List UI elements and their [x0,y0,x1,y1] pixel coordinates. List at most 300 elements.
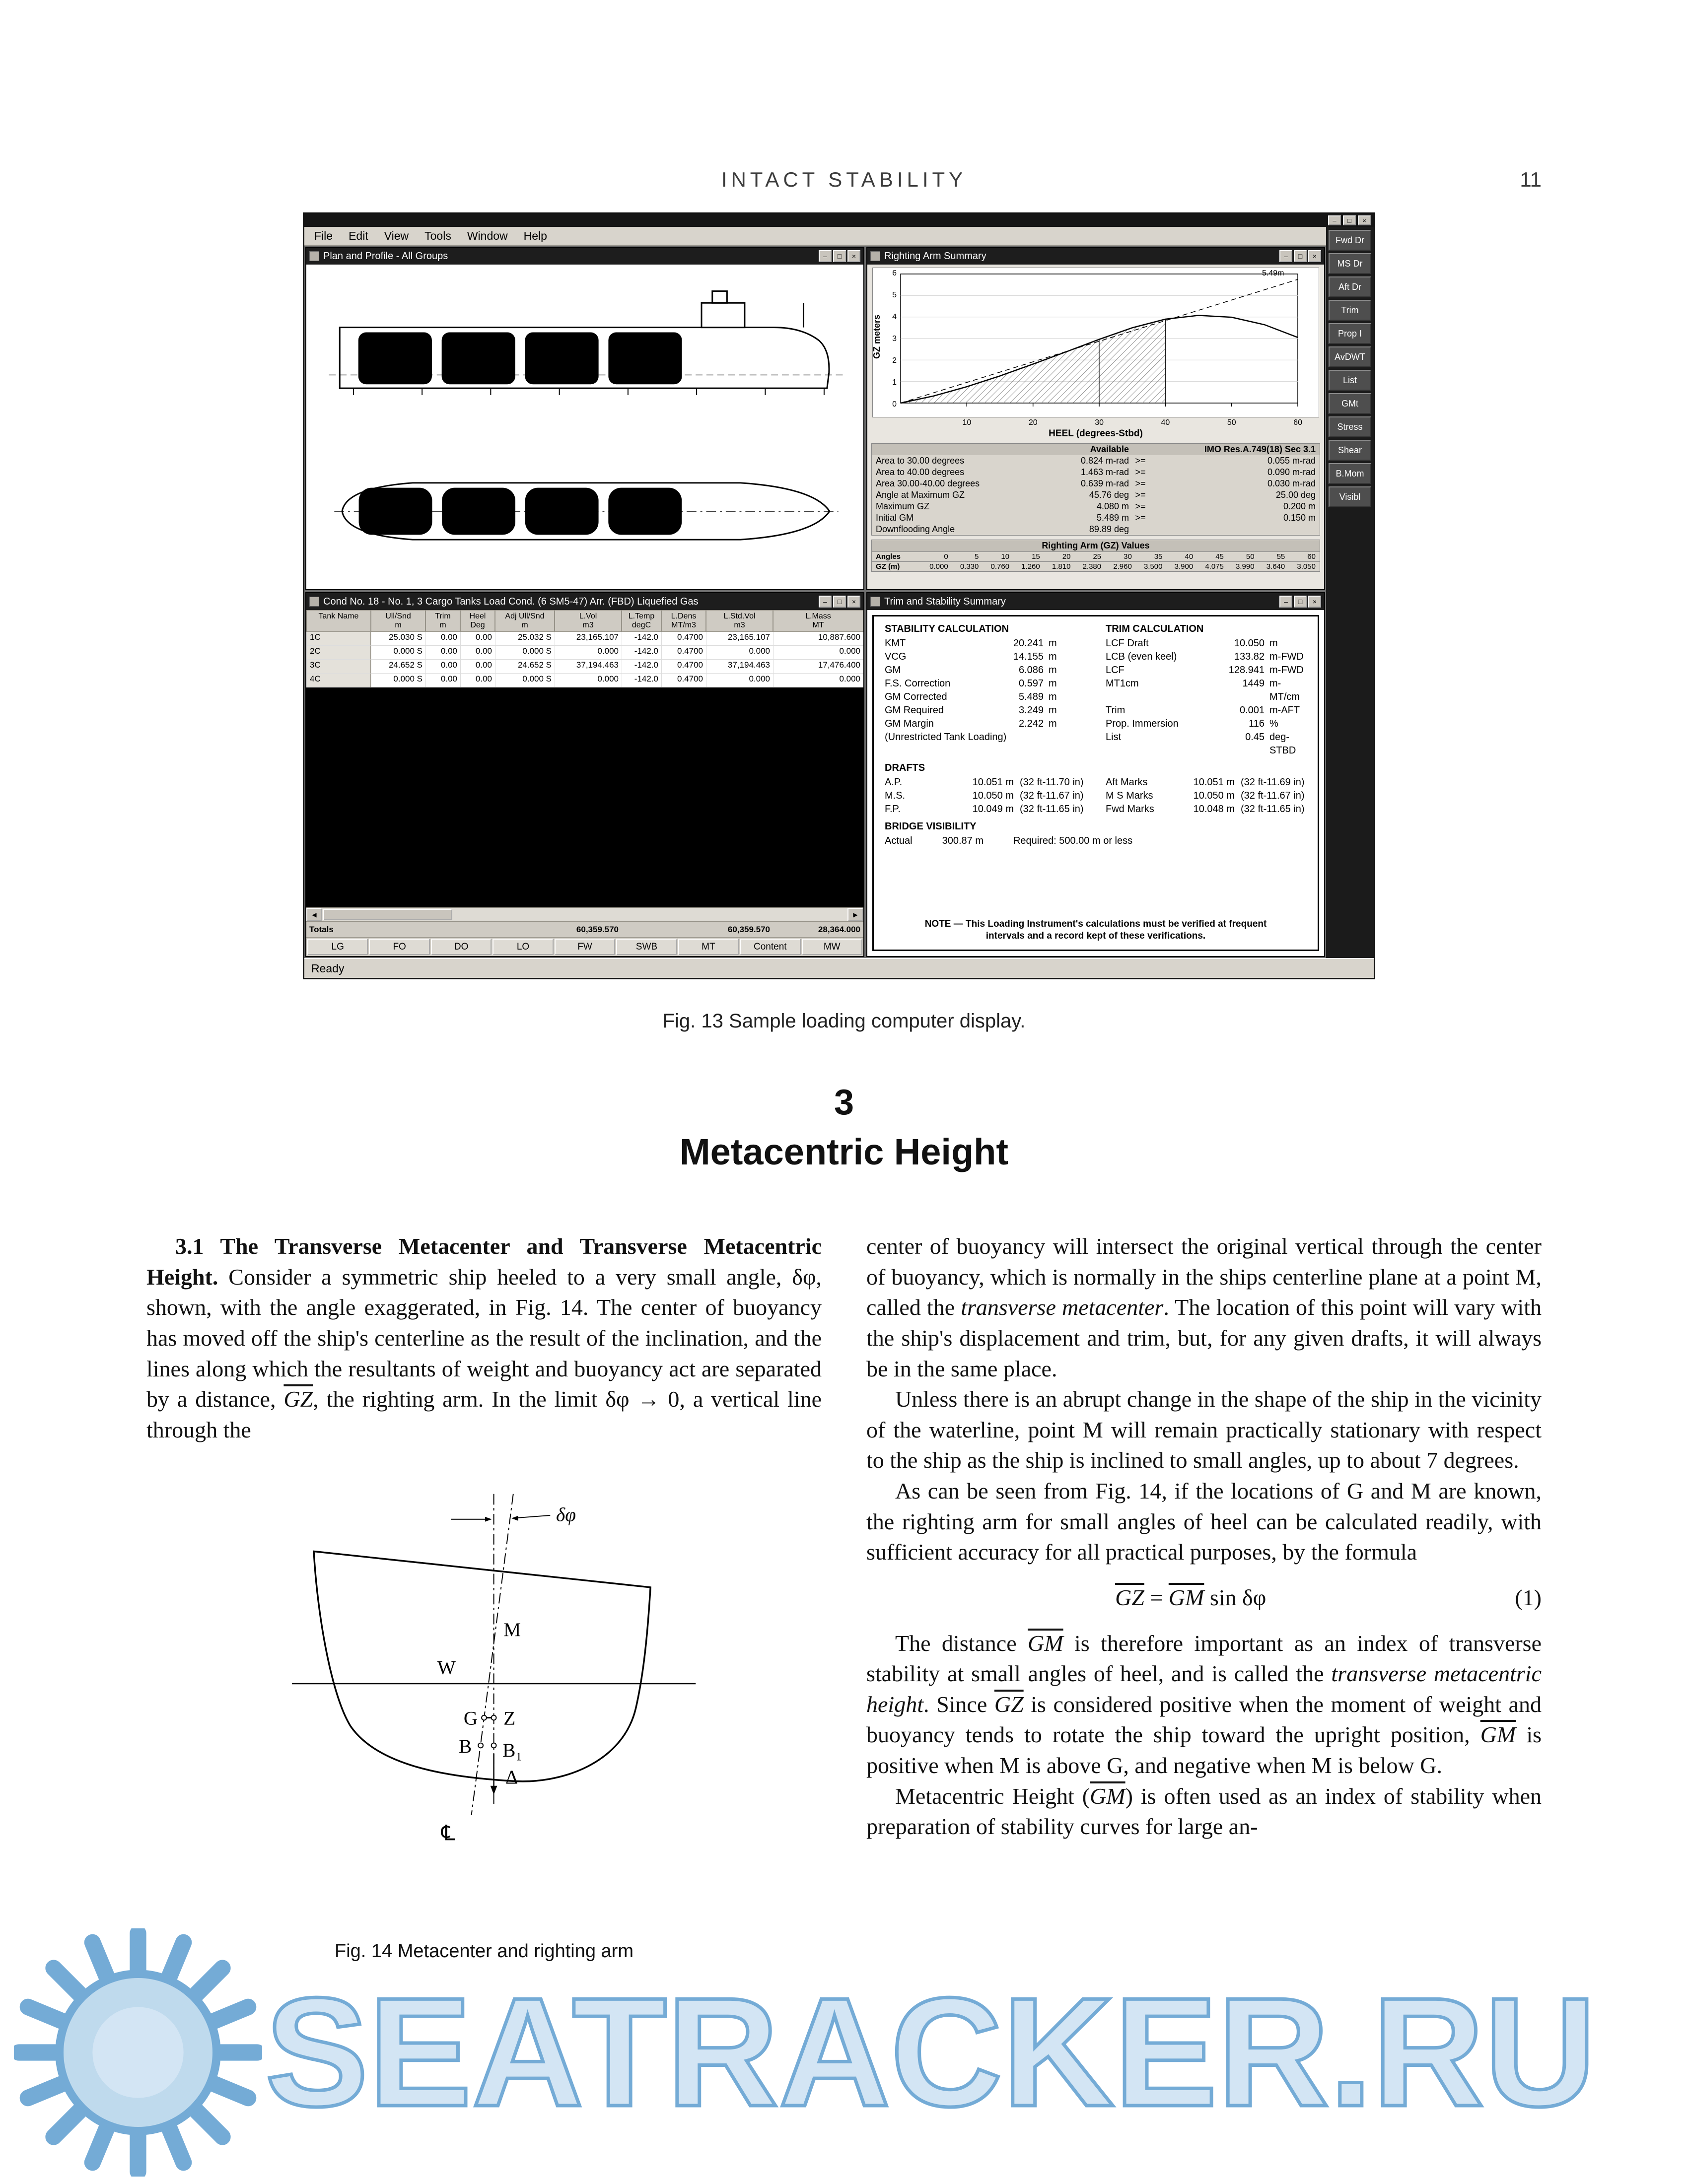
table-row[interactable]: 2C 0.000 S 0.00 0.00 0.000 S 0.000 -142.0 0.4700 0.000 0.000 [306,646,863,660]
draft-row [1106,776,1307,789]
y-tick-label: 1 [892,378,897,387]
draft-imperial: (32 ft-11.65 in) [1241,804,1305,815]
gz-values-title: Righting Arm (GZ) Values [871,540,1320,552]
row-unit: m [1049,678,1057,689]
window-icon [309,597,319,607]
gz-chart [872,268,1319,417]
draft-value: 10.051 m [972,777,1014,788]
maximize-button[interactable]: □ [833,250,846,262]
gz-y-axis [883,269,897,409]
row-unit: m [1049,638,1057,649]
tank-group-tab[interactable]: FW [555,939,615,955]
summary-box [872,615,1319,951]
gz-value: 0.330 [960,562,979,571]
x-tick-label: 40 [1161,418,1170,427]
window-titlebar[interactable] [867,593,1324,610]
draft-label: M.S. [885,790,906,801]
row-value: 133.82 [1234,651,1265,662]
x-tick-label: 20 [1028,418,1038,427]
row-value: 14.155 [1013,651,1044,662]
summary-row [885,704,1086,717]
tank-group-tab[interactable]: LO [492,939,553,955]
table-empty-area [306,687,863,907]
maximize-button[interactable]: □ [833,596,846,608]
column-header: Tank Name [306,610,371,632]
row-label: KMT [885,638,906,649]
scrollbar-thumb[interactable] [323,909,452,920]
sidebar-button[interactable]: GMt [1329,393,1371,414]
row-value: 20.241 [1013,638,1044,649]
window-icon [309,251,319,261]
sidebar-button[interactable]: Prop I [1329,323,1371,344]
paragraph-3: Unless there is an abrupt change in the shape of the ship in the vicinity of the waterline, point M will remain practically stationary with respect to the ship as the ship is inclined to small angles, up to about 7 degrees. [866,1386,1542,1473]
paragraph-3-1: 3.1 The Transverse Metacenter and Transverse Metacentric Height. Consider a symmetric ship heeled to a very small angle, δφ, shown, with the angle exaggerated, in Fig. 14. The center of buoyancy has moved off the ship's centerline as the result of the inclination, and the lines along which the resultants of weight and buoyancy act are separated by a distance, $\overline{GZ}$, the righting arm. In the limit δφ → 0, a vertical line through the [146,1233,822,1442]
menu-item[interactable]: Tools [424,229,451,242]
gz-angles-row [871,552,1320,562]
row-label: GM Corrected [885,691,947,702]
x-tick-label: 50 [1227,418,1236,427]
row-unit: m-AFT [1269,705,1300,716]
draft-label: F.P. [885,804,901,815]
gz-value: 1.810 [1052,562,1071,571]
sun-logo-icon [14,1928,262,2177]
column-header: Adj Ull/Snd m [495,610,555,632]
row-value: 6.086 [1018,665,1044,676]
row-unit: m-FWD [1269,651,1304,662]
angle-value: 50 [1246,552,1255,561]
summary-row [885,690,1086,704]
column-header: L.Vol m3 [555,610,622,632]
draft-imperial: (32 ft-11.69 in) [1241,777,1305,788]
scroll-right-arrow-icon[interactable]: ▶ [847,908,863,921]
angle-value: 30 [1124,552,1132,561]
criteria-label: Area to 40.00 degrees [876,467,965,477]
equation-1 [866,1582,1542,1613]
fig14-diagram [146,1465,822,1964]
row-label: MT1cm [1106,678,1139,689]
summary-row [885,717,1086,731]
row-label: Trim [1106,705,1125,716]
section-heading: STABILITY CALCULATION [885,623,1009,634]
gm-symbol: $\overline{GM}$ [1168,1584,1204,1610]
menu-bar [304,227,1326,246]
row-value: 3.249 [1018,705,1044,716]
angle-value: 15 [1032,552,1040,561]
tank-table-header [306,610,863,632]
row-unit: m [1049,705,1057,716]
criteria-row [872,467,1320,478]
close-button[interactable]: × [847,250,860,262]
row-value: 128.941 [1228,665,1265,676]
center-of-gravity-label: G [463,1707,478,1729]
maximize-button[interactable]: □ [1294,250,1307,262]
total-standard-volume: 60,359.570 [727,924,770,934]
tank-group-tab[interactable]: Content [740,939,800,955]
summary-row [885,664,1086,677]
criteria-operator: >= [1135,501,1146,511]
buoyancy-label: B [459,1736,472,1758]
heel-angle-label: δφ [556,1504,576,1526]
menu-item[interactable]: Window [467,229,508,242]
section-heading: DRAFTS [885,762,925,773]
verification-note: NOTE — This Loading Instrument's calculations must be verified at frequent intervals and a record kept of these verifications. [924,918,1267,942]
sidebar-button[interactable]: Stress [1329,416,1371,437]
row-unit: % [1269,718,1278,729]
criteria-required-value [1152,524,1316,535]
row-unit: m [1049,718,1057,729]
close-button[interactable]: × [847,596,860,608]
displacement-label: Δ [505,1767,518,1788]
criteria-operator: >= [1135,513,1146,523]
sidebar-button[interactable]: Shear [1329,440,1371,461]
summary-row [1106,717,1307,731]
window-trim-stability [866,592,1325,957]
menu-item[interactable]: View [384,229,409,242]
draft-row [885,803,1086,816]
watermark [14,1928,1688,2177]
bridge-visibility-section [885,821,1307,848]
tank-group-tab[interactable]: MW [802,939,862,955]
draft-row [885,789,1086,803]
gz-value: 2.960 [1113,562,1132,571]
gz-value: 3.990 [1236,562,1255,571]
table-row[interactable]: 4C 0.000 S 0.00 0.00 0.000 S 0.000 -142.0 0.4700 0.000 0.000 [306,674,863,687]
gz-x-axis [899,418,1302,427]
summary-row [1106,731,1307,757]
fig14-caption: Fig. 14 Metacenter and righting arm [335,1941,633,1962]
tank-group-tab[interactable]: FO [369,939,429,955]
row-value: 116 [1249,718,1265,729]
row-label: LCF [1106,665,1125,676]
watermark-text: SEATRACKER.RU [265,1966,1596,2139]
criteria-header-available: Available [1090,444,1129,454]
row-label: VCG [885,651,907,662]
close-button[interactable]: × [1308,596,1321,608]
criteria-operator: >= [1135,456,1146,466]
status-text: Ready [311,961,345,975]
row-unit: m [1049,665,1057,676]
summary-row [885,677,1086,690]
angle-value: 20 [1062,552,1071,561]
gm-symbol: $\overline{GM}$ [1028,1630,1063,1656]
gz-symbol: $\overline{GZ}$ [283,1386,313,1412]
buoyancy-heeled-label: B₁ [502,1740,523,1762]
criteria-header-row [872,444,1320,455]
draft-label: A.P. [885,777,903,788]
criteria-row [872,524,1320,535]
total-liquid-volume: 60,359.570 [576,924,619,934]
tank-group-tabs [306,937,863,956]
row-label: GM [885,665,901,676]
draft-row [1106,789,1307,803]
row-value: 2.242 [1018,718,1044,729]
section-heading: TRIM CALCULATION [1106,623,1204,634]
window-title: Plan and Profile - All Groups [323,250,448,262]
criteria-required-value: 25.00 deg [1275,490,1316,500]
gz-y-axis-title: GZ meters [872,314,882,359]
draft-value: 10.050 m [1193,790,1235,801]
equation-body: $\overline{GZ} = \overline{GM}$ sin δφ [1115,1584,1266,1610]
tank-table [306,610,863,956]
row-label: Prop. Immersion [1106,718,1179,729]
gz-value: 4.075 [1205,562,1224,571]
criteria-operator [1129,524,1152,535]
plan-profile-canvas [306,265,863,589]
criteria-label: Angle at Maximum GZ [876,490,965,500]
draft-value: 10.049 m [972,804,1014,815]
running-head: INTACT STABILITY [721,168,967,191]
tank-table-rows [306,632,863,687]
sidebar-button[interactable]: Visibl [1329,486,1371,507]
criteria-available-value: 5.489 m [1096,513,1129,523]
window-controls [819,596,860,608]
app-close-button[interactable]: × [1358,215,1371,225]
ship-profile-drawing [309,274,860,431]
row-value: 0.45 [1245,732,1265,743]
row-value: 1449 [1242,678,1265,689]
visibility-required: Required: 500.00 m or less [1013,835,1133,846]
summary-row [1106,637,1307,650]
angle-value: 10 [1001,552,1010,561]
draft-value: 10.048 m [1193,804,1235,815]
visibility-actual-label: Actual [885,835,913,846]
section-number: 3 [834,1083,854,1122]
drafts-section [885,762,1307,816]
draft-label: Aft Marks [1106,777,1148,788]
criteria-available-value: 45.76 deg [1089,490,1129,500]
column-header: Trim m [425,610,460,632]
criteria-row [872,512,1320,524]
mdi-client-area [304,246,1326,958]
draft-row [1106,803,1307,816]
x-tick-label: 30 [1095,418,1104,427]
totals-label: Totals [309,924,334,934]
gz-values-row [871,562,1320,572]
summary-row [885,650,1086,664]
section-title: Metacentric Height [679,1131,1009,1172]
stability-criteria-table [871,443,1320,536]
paragraph-5: The distance $\overline{GM}$ is therefore important as an index of transverse stability at small angles of heel, and is called the transverse metacentric height. Since $\overline{GZ}$ is considered positive when the moment of weight and buoyancy tends to rotate the ship toward the upright position, $\overline{GM}$ is positive when M is above G, and negative when M is below G. [866,1630,1542,1778]
column-header: Heel Deg [460,610,495,632]
criteria-available-value: 4.080 m [1096,501,1129,511]
gz-row-label: GZ (m) [876,562,900,571]
visibility-actual-value: 300.87 m [942,835,984,846]
angle-value: 55 [1276,552,1285,561]
gz-value: 3.900 [1174,562,1194,571]
criteria-header-blank [876,444,1040,455]
sidebar-button[interactable]: MS Dr [1329,253,1371,274]
criteria-label: Area to 30.00 degrees [876,456,965,466]
fig13-screenshot [303,212,1375,979]
draft-imperial: (32 ft-11.65 in) [1020,804,1084,815]
window-titlebar[interactable] [306,593,863,610]
menu-item[interactable]: Edit [349,229,368,242]
window-controls [1279,596,1321,608]
gz-value: 3.500 [1143,562,1163,571]
criteria-label: Maximum GZ [876,501,929,511]
row-value: 0.597 [1018,678,1044,689]
draft-imperial: (32 ft-11.67 in) [1020,790,1084,801]
minimize-button[interactable]: – [819,250,832,262]
criteria-row [872,489,1320,501]
sidebar-button[interactable]: Aft Dr [1329,276,1371,297]
gz-symbol: $\overline{GZ}$ [1115,1584,1144,1610]
gz-x-axis-title: HEEL (degrees-Stbd) [1049,428,1143,439]
x-tick-label: 60 [1293,418,1302,427]
draft-imperial: (32 ft-11.67 in) [1241,790,1305,801]
row-unit: m [1049,651,1057,662]
paragraph-2: center of buoyancy will intersect the original vertical through the center of buoyancy, which is normally in the ships centerline plane at a point M, called the transverse metacenter. The location of this point will vary with the ship's displacement and trim, but, for any given drafts, it will always be in the same place. [866,1233,1542,1381]
draft-imperial: (32 ft-11.70 in) [1020,777,1084,788]
gz-value: 0.000 [929,562,948,571]
criteria-operator: >= [1135,490,1146,500]
window-titlebar[interactable] [306,248,863,265]
y-tick-label: 0 [892,400,897,409]
row-unit: deg-STBD [1269,732,1296,756]
page-number: 11 [1520,168,1542,191]
column-header: L.Mass MT [773,610,863,632]
summary-row [1106,677,1307,704]
criteria-required-value: 0.030 m-rad [1267,478,1316,488]
row-label: LCB (even keel) [1106,651,1177,662]
trim-calculation-section [1106,623,1307,757]
right-column [866,1231,1542,1964]
y-tick-label: 5 [892,291,897,299]
angles-row-label: Angles [876,552,901,561]
window-icon [870,251,880,261]
draft-value: 10.051 m [1193,777,1235,788]
app-minimize-button[interactable]: – [1328,215,1341,225]
gm-annotation: 5.49m [1262,269,1284,277]
sidebar-button[interactable]: List [1329,370,1371,391]
gz-value: 1.260 [1021,562,1040,571]
window-controls [819,250,860,262]
maximize-button[interactable]: □ [1294,596,1307,608]
window-tank-condition [305,592,864,957]
summary-row [1106,664,1307,677]
gm-symbol: $\overline{GM}$ [1090,1783,1125,1809]
minimize-button[interactable]: – [1279,596,1292,608]
left-column [146,1231,822,1964]
criteria-operator: >= [1135,467,1146,477]
z-point-label: Z [503,1707,516,1729]
paragraph-6: Metacentric Height $(\overline{GM})$ is often used as an index of stability when preparation of stability curves for large an- [866,1783,1542,1840]
criteria-required-value: 0.200 m [1283,501,1316,511]
centerline-symbol: ℄ [441,1822,455,1845]
minimize-button[interactable]: – [1279,250,1292,262]
criteria-available-value: 0.639 m-rad [1080,478,1129,488]
x-tick-label: 10 [962,418,972,427]
summary-row [1106,650,1307,664]
scrollbar-track[interactable] [322,908,847,921]
gz-chart-svg [873,268,1320,418]
text-columns [146,1231,1542,1964]
row-label: GM Required [885,705,944,716]
criteria-required-value: 0.055 m-rad [1267,456,1316,466]
row-value: 10.050 [1234,638,1265,649]
metacenter-diagram [241,1465,727,1927]
y-tick-label: 2 [892,356,897,365]
column-header: L.Std.Vol m3 [706,610,773,632]
app-maximize-button[interactable]: □ [1343,215,1356,225]
angle-value: 35 [1154,552,1163,561]
sidebar-button[interactable]: AvDWT [1329,346,1371,367]
draft-row [885,776,1086,789]
gm-symbol: $\overline{GM}$ [1480,1722,1516,1748]
criteria-row [872,478,1320,489]
close-button[interactable]: × [1308,250,1321,262]
righting-arm-panel [867,265,1324,589]
row-value: 0.001 [1239,705,1265,716]
row-label: F.S. Correction [885,678,951,689]
criteria-row [872,501,1320,512]
criteria-label: Downflooding Angle [876,524,955,534]
window-title: Righting Arm Summary [884,250,986,262]
criteria-available-value: 0.824 m-rad [1080,456,1129,466]
tank-group-tab[interactable]: LG [307,939,368,955]
angle-value: 25 [1093,552,1102,561]
criteria-label: Initial GM [876,513,914,523]
status-bar [304,958,1374,978]
table-row[interactable]: 1C 25.030 S 0.00 0.00 25.032 S 23,165.107 -142.0 0.4700 23,165.107 10,887.600 [306,632,863,646]
row-unit: m-FWD [1269,665,1304,676]
window-icon [870,597,880,607]
draft-label: Fwd Marks [1106,804,1154,815]
trim-stability-panel [867,610,1324,956]
totals-row [306,921,863,937]
angle-value: 45 [1215,552,1224,561]
section-heading: BRIDGE VISIBILITY [885,821,977,832]
fig13-caption: Fig. 13 Sample loading computer display. [662,1010,1026,1032]
angle-value: 60 [1307,552,1316,561]
menu-item[interactable]: Help [523,229,547,242]
minimize-button[interactable]: – [819,596,832,608]
table-row[interactable]: 3C 24.652 S 0.00 0.00 24.652 S 37,194.463 -142.0 0.4700 37,194.463 17,476.400 [306,660,863,674]
criteria-header-required: IMO Res.A.749(18) Sec 3.1 [1204,444,1316,454]
y-tick-label: 4 [892,313,897,321]
tank-group-tab[interactable]: MT [678,939,739,955]
menu-item[interactable]: File [314,229,333,242]
gz-symbol: $\overline{GZ}$ [994,1691,1024,1717]
window-title: Trim and Stability Summary [884,596,1006,607]
criteria-required-value: 0.090 m-rad [1267,467,1316,477]
sidebar-button[interactable]: Fwd Dr [1329,230,1371,251]
tank-group-tab[interactable]: SWB [616,939,677,955]
row-unit: m [1269,638,1278,649]
window-titlebar[interactable] [867,248,1324,265]
gz-value: 0.760 [990,562,1010,571]
criteria-label: Area 30.00-40.00 degrees [876,478,980,488]
tank-group-tab[interactable]: DO [431,939,492,955]
summary-row [885,637,1086,650]
sidebar-button[interactable]: Trim [1329,300,1371,321]
summary-row [1106,704,1307,717]
column-header: Ull/Snd m [371,610,425,632]
criteria-row [872,455,1320,467]
criteria-available-value: 1.463 m-rad [1080,467,1129,477]
ship-plan-drawing [309,443,860,580]
app-titlebar [304,214,1374,227]
scroll-left-arrow-icon[interactable]: ◀ [306,908,322,921]
angle-value: 5 [975,552,979,561]
stability-calculation-section [885,623,1086,757]
metacenter-label: M [503,1619,521,1641]
gz-value: 2.380 [1082,562,1102,571]
gz-value: 3.050 [1297,562,1316,571]
sidebar-button[interactable]: B.Mom [1329,463,1371,484]
paragraph-4: As can be seen from Fig. 14, if the locations of G and M are known, the righting arm for small angles of heel can be calculated readily, with sufficient accuracy for all practical purposes, by the formula [866,1478,1542,1565]
waterline-label: W [437,1657,456,1679]
